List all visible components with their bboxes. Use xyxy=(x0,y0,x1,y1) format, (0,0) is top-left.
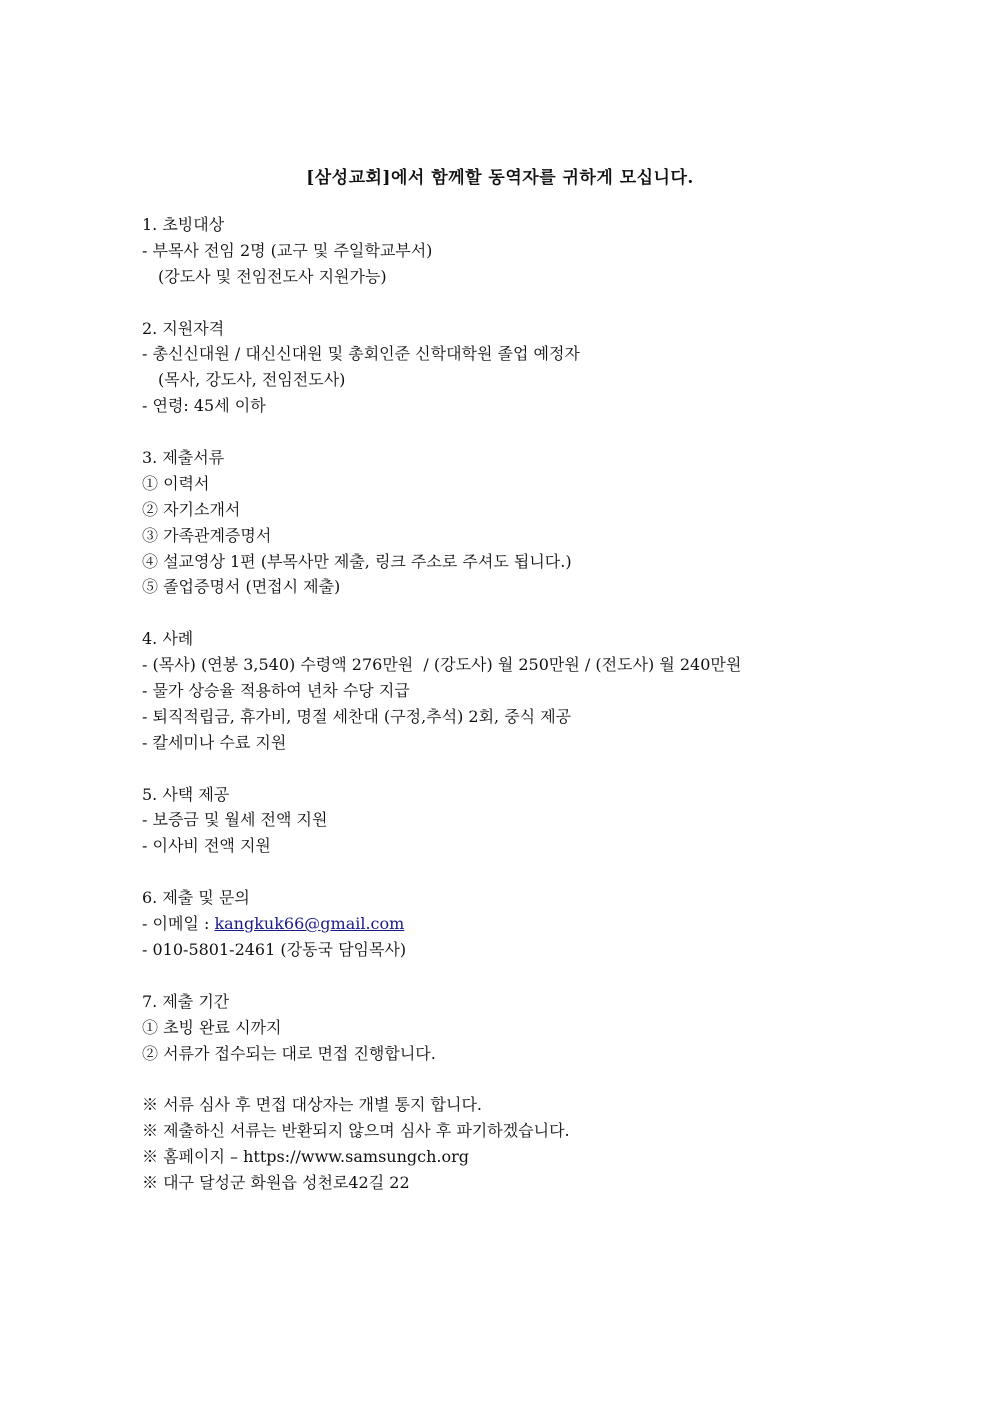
section-gap xyxy=(142,600,862,626)
section-gap xyxy=(142,756,862,782)
section-heading: 5. 사택 제공 xyxy=(142,784,230,804)
section-heading: 6. 제출 및 문의 xyxy=(142,888,250,908)
section-heading: 7. 제출 기간 xyxy=(142,991,230,1011)
section-line: ③ 가족관계증명서 xyxy=(142,525,272,545)
section-line: - 이사비 전액 지원 xyxy=(142,836,271,856)
section-line: - 칼세미나 수료 지원 xyxy=(142,732,287,752)
section-line: - 퇴직적립금, 휴가비, 명절 세찬대 (구정,추석) 2회, 중식 제공 xyxy=(142,706,572,726)
section-line: ② 자기소개서 xyxy=(142,499,241,519)
section-line: ② 서류가 접수되는 대로 면접 진행합니다. xyxy=(142,1043,436,1063)
section-line xyxy=(142,911,862,937)
section-line: (목사, 강도사, 전임전도사) xyxy=(158,370,346,390)
section-line: - 010-5801-2461 (강동국 담임목사) xyxy=(142,939,407,959)
email-link[interactable]: kangkuk66@gmail.com xyxy=(214,914,405,934)
section-heading: 3. 제출서류 xyxy=(142,448,225,468)
section-gap xyxy=(142,1066,862,1092)
section-line: - 부목사 전임 2명 (교구 및 주일학교부서) xyxy=(142,240,433,260)
note-line: ※ 홈페이지 – https://www.samsungch.org xyxy=(142,1147,470,1167)
section-line: (강도사 및 전임전도사 지원가능) xyxy=(158,266,387,286)
section-line: - 보증금 및 월세 전액 지원 xyxy=(142,810,328,830)
section-line: ④ 설교영상 1편 (부목사만 제출, 링크 주소로 주셔도 됩니다.) xyxy=(142,551,572,571)
section-line: ① 이력서 xyxy=(142,473,210,493)
section-gap xyxy=(142,963,862,989)
section-gap xyxy=(142,290,862,316)
note-line: ※ 대구 달성군 화원읍 성천로42길 22 xyxy=(142,1172,410,1192)
section-gap xyxy=(142,419,862,445)
section-line: - (목사) (연봉 3,540) 수령액 276만원 / (강도사) 월 250만원 / (전도사) 월 240만원 xyxy=(142,655,742,675)
page-title: [삼성교회]에서 함께할 동역자를 귀하게 모십니다. xyxy=(306,168,694,188)
document-body xyxy=(142,212,862,1196)
section-line: ⑤ 졸업증명서 (면접시 제출) xyxy=(142,577,341,597)
section-heading: 2. 지원자격 xyxy=(142,318,225,338)
note-line: ※ 제출하신 서류는 반환되지 않으며 심사 후 파기하겠습니다. xyxy=(142,1121,570,1141)
section-heading: 4. 사례 xyxy=(142,629,194,649)
section-line: - 연령: 45세 이하 xyxy=(142,396,266,416)
section-line: - 총신신대원 / 대신신대원 및 총회인준 신학대학원 졸업 예정자 xyxy=(142,344,580,364)
section-line: - 물가 상승율 적용하여 년차 수당 지급 xyxy=(142,681,410,701)
section-gap xyxy=(142,859,862,885)
note-line: ※ 서류 심사 후 면접 대상자는 개별 통지 합니다. xyxy=(142,1095,482,1115)
section-heading: 1. 초빙대상 xyxy=(142,215,225,234)
section-line: ① 초빙 완료 시까지 xyxy=(142,1017,282,1037)
email-label: - 이메일 : xyxy=(142,914,215,934)
